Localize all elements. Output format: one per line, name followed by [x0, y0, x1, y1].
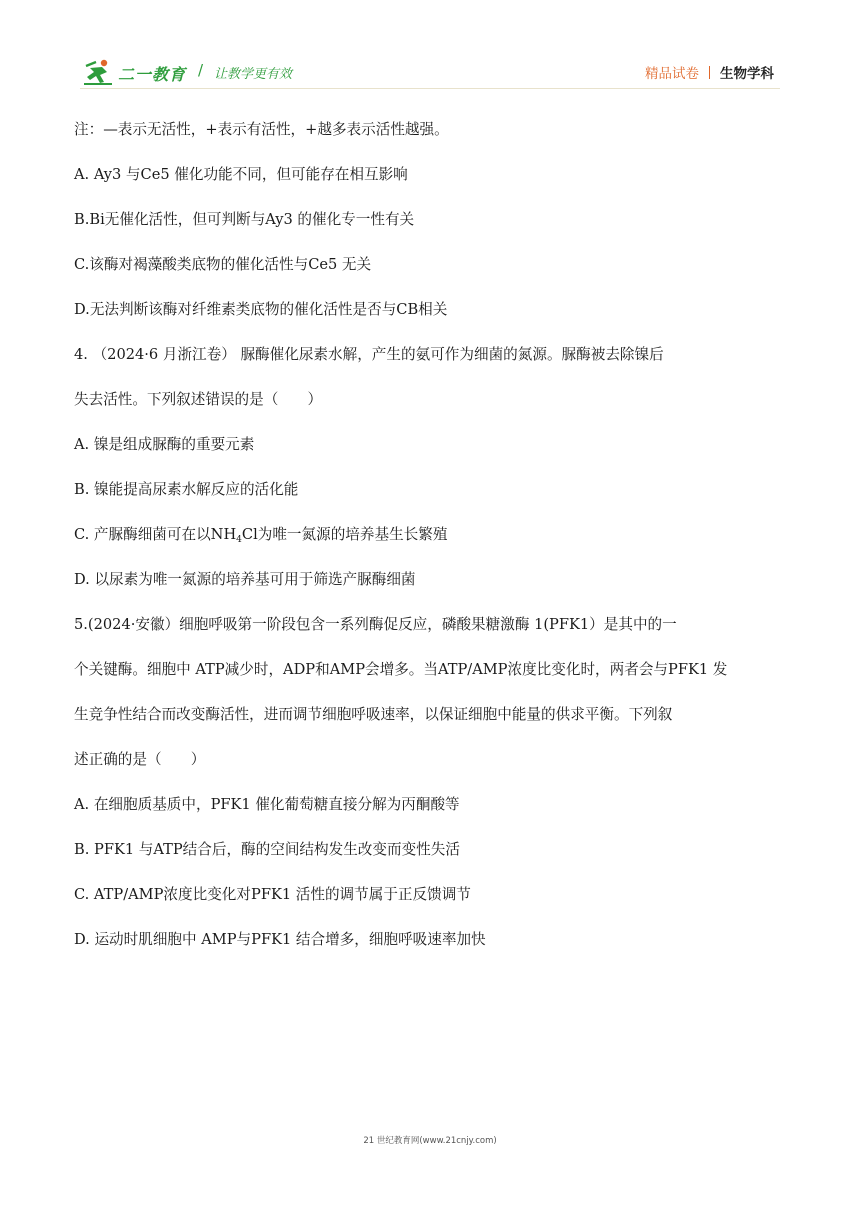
q3-option-b: B.Bi无催化活性，但可判断与Ay3 的催化专一性有关: [74, 211, 415, 228]
header-divider: [709, 66, 710, 79]
q4-option-c-text: C. 产脲酶细菌可在以NH: [74, 526, 237, 543]
q4-option-c-text: Cl为唯一氮源的培养基生长繁殖: [241, 526, 448, 543]
page-footer: 21 世纪教育网(www.21cnjy.com): [363, 1136, 497, 1146]
header-tags: [645, 62, 774, 82]
subject-label: 生物学科: [720, 66, 774, 82]
q5-option-a: A. 在细胞质基质中，PFK1 催化葡萄糖直接分解为丙酮酸等: [74, 796, 460, 813]
logo-text: 二一教育: [118, 65, 187, 84]
q4-stem-line: 失去活性。下列叙述错误的是（ ）: [74, 391, 323, 408]
q5-option-d: D. 运动时肌细胞中 AMP与PFK1 结合增多，细胞呼吸速率加快: [74, 931, 486, 948]
header-rule: [80, 88, 780, 89]
q3-option-d: D.无法判断该酶对纤维素类底物的催化活性是否与CB相关: [74, 301, 448, 318]
runner-logo-icon: [82, 58, 116, 88]
q4-option-b: B. 镍能提高尿素水解反应的活化能: [74, 481, 299, 498]
q3-option-a: A. Ay3 与Ce5 催化功能不同，但可能存在相互影响: [74, 166, 408, 183]
q5-stem-line: 5.(2024·安徽）细胞呼吸第一阶段包含一系列酶促反应，磷酸果糖激酶 1(PFK1）是其中的一: [74, 616, 677, 633]
q4-option-c: [74, 523, 447, 545]
exam-badge: 精品试卷: [645, 66, 699, 82]
q5-stem-line: 个关键酶。细胞中 ATP减少时，ADP和AMP会增多。当ATP/AMP浓度比变化时，两者会与PFK1 发: [74, 661, 728, 678]
q3-option-c: C.该酶对褐藻酸类底物的催化活性与Ce5 无关: [74, 256, 372, 273]
q5-option-b: B. PFK1 与ATP结合后，酶的空间结构发生改变而变性失活: [74, 841, 460, 858]
q5-stem-line: 述正确的是（ ）: [74, 751, 206, 768]
q4-option-d: D. 以尿素为唯一氮源的培养基可用于筛选产脲酶细菌: [74, 571, 416, 588]
q4-option-a: A. 镍是组成脲酶的重要元素: [74, 436, 255, 453]
table-note: 注：—表示无活性，+表示有活性，+越多表示活性越强。: [74, 121, 449, 138]
logo-slogan: 让教学更有效: [214, 67, 293, 82]
q5-option-c: C. ATP/AMP浓度比变化对PFK1 活性的调节属于正反馈调节: [74, 886, 471, 903]
brand-logo: [82, 58, 312, 88]
formula-subscript: 4: [236, 535, 242, 545]
logo-slash: /: [198, 61, 204, 79]
page-header: [0, 0, 860, 100]
q4-stem-line: 4. （2024·6 月浙江卷） 脲酶催化尿素水解，产生的氨可作为细菌的氮源。脲酶被去除镍后: [74, 346, 664, 363]
q5-stem-line: 生竞争性结合而改变酶活性，进而调节细胞呼吸速率，以保证细胞中能量的供求平衡。下列叙: [74, 706, 673, 723]
